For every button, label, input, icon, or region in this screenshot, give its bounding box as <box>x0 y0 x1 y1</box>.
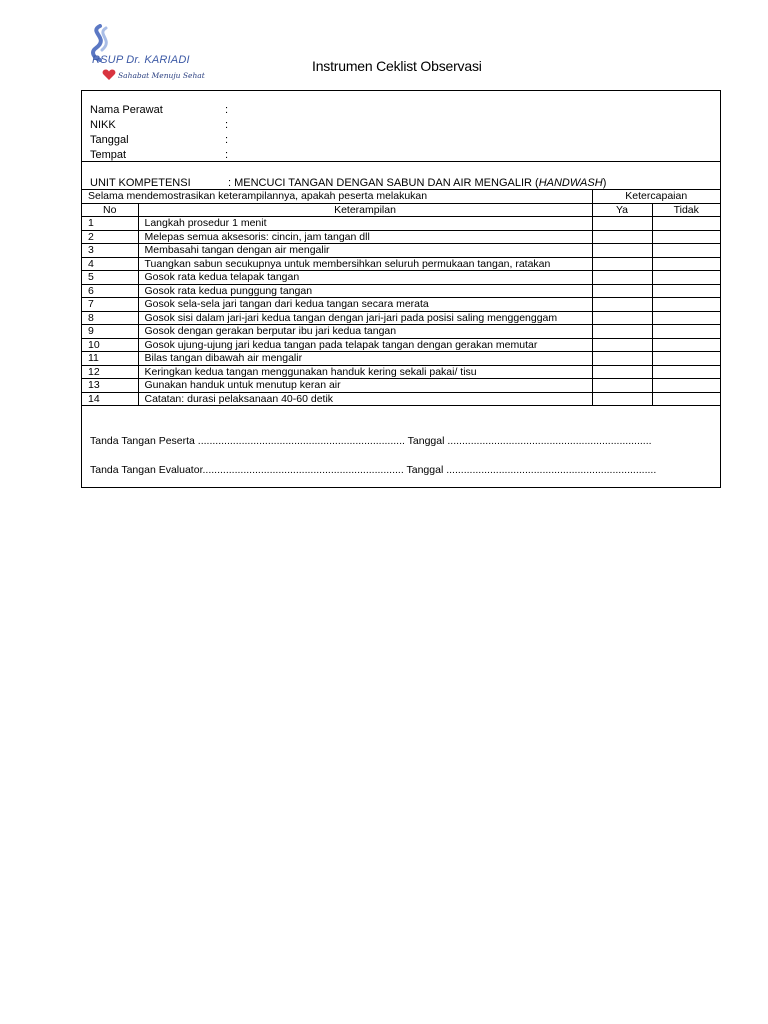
table-row <box>82 230 720 244</box>
yes-checkbox-cell[interactable] <box>592 257 652 271</box>
row-number: 11 <box>82 352 138 366</box>
yes-checkbox-cell[interactable] <box>592 311 652 325</box>
unit-value: : MENCUCI TANGAN DENGAN SABUN DAN AIR MENGALIR (HANDWASH) <box>228 177 607 189</box>
evaluator-signature-line[interactable]: Tanda Tangan Evaluator..................................................................... Tanggal ........................................................................ <box>90 464 657 476</box>
yes-checkbox-cell[interactable] <box>592 284 652 298</box>
table-row <box>82 311 720 325</box>
identity-label: Nama Perawat <box>90 104 163 116</box>
row-number: 8 <box>82 311 138 325</box>
section-divider <box>82 161 720 162</box>
row-number: 4 <box>82 257 138 271</box>
identity-value[interactable]: : <box>225 119 229 131</box>
identity-label: Tanggal <box>90 134 129 146</box>
row-number: 12 <box>82 365 138 379</box>
identity-value[interactable]: : <box>225 104 229 116</box>
table-header-row <box>82 203 720 217</box>
identity-section <box>90 103 228 163</box>
yes-checkbox-cell[interactable] <box>592 365 652 379</box>
yes-checkbox-cell[interactable] <box>592 392 652 406</box>
identity-row-nikk <box>90 118 228 133</box>
table-row <box>82 244 720 258</box>
identity-value[interactable]: : <box>225 134 229 146</box>
row-number: 5 <box>82 271 138 285</box>
table-row <box>82 392 720 406</box>
row-skill: Gosok dengan gerakan berputar ibu jari kedua tangan <box>138 325 592 339</box>
participant-signature-line[interactable]: Tanda Tangan Peserta ....................................................................... Tanggal ...................................................................... <box>90 435 652 447</box>
column-header-skill: Keterampilan <box>138 203 592 217</box>
row-skill: Langkah prosedur 1 menit <box>138 217 592 231</box>
hospital-logo <box>82 24 222 88</box>
row-skill: Catatan: durasi pelaksanaan 40-60 detik <box>138 392 592 406</box>
table-row <box>82 338 720 352</box>
row-skill: Keringkan kedua tangan menggunakan handuk kering sekali pakai/ tisu <box>138 365 592 379</box>
achievement-header: Ketercapaian <box>592 190 720 204</box>
no-checkbox-cell[interactable] <box>652 230 720 244</box>
identity-label: Tempat <box>90 149 127 161</box>
page-title: Instrumen Ceklist Observasi <box>312 58 482 74</box>
row-skill: Gosok rata kedua punggung tangan <box>138 284 592 298</box>
no-checkbox-cell[interactable] <box>652 244 720 258</box>
yes-checkbox-cell[interactable] <box>592 338 652 352</box>
row-skill: Bilas tangan dibawah air mengalir <box>138 352 592 366</box>
yes-checkbox-cell[interactable] <box>592 271 652 285</box>
yes-checkbox-cell[interactable] <box>592 325 652 339</box>
row-number: 10 <box>82 338 138 352</box>
row-number: 2 <box>82 230 138 244</box>
no-checkbox-cell[interactable] <box>652 365 720 379</box>
unit-label: UNIT KOMPETENSI <box>90 177 191 189</box>
table-intro-row <box>82 190 720 204</box>
table-row <box>82 365 720 379</box>
column-header-no-answer: Tidak <box>652 203 720 217</box>
competency-unit <box>90 177 607 189</box>
skill-rows <box>82 217 720 406</box>
logo-text: RSUP Dr. KARIADI <box>92 54 190 66</box>
logo-tagline: Sahabat Menuju Sehat <box>118 71 205 80</box>
no-checkbox-cell[interactable] <box>652 338 720 352</box>
table-row <box>82 352 720 366</box>
no-checkbox-cell[interactable] <box>652 311 720 325</box>
row-number: 14 <box>82 392 138 406</box>
row-skill: Gosok sela-sela jari tangan dari kedua tangan secara merata <box>138 298 592 312</box>
yes-checkbox-cell[interactable] <box>592 352 652 366</box>
no-checkbox-cell[interactable] <box>652 284 720 298</box>
row-number: 1 <box>82 217 138 231</box>
observation-form <box>81 90 721 488</box>
yes-checkbox-cell[interactable] <box>592 298 652 312</box>
table-row <box>82 271 720 285</box>
table-intro-text: Selama mendemostrasikan keterampilannya, apakah peserta melakukan <box>82 190 592 204</box>
row-skill: Gosok ujung-ujung jari kedua tangan pada telapak tangan dengan gerakan memutar <box>138 338 592 352</box>
identity-value[interactable]: : <box>225 149 229 161</box>
table-row <box>82 217 720 231</box>
no-checkbox-cell[interactable] <box>652 392 720 406</box>
row-number: 13 <box>82 379 138 393</box>
column-header-yes: Ya <box>592 203 652 217</box>
no-checkbox-cell[interactable] <box>652 257 720 271</box>
identity-row-name <box>90 103 228 118</box>
row-skill: Melepas semua aksesoris: cincin, jam tangan dll <box>138 230 592 244</box>
row-skill: Gosok sisi dalam jari-jari kedua tangan dengan jari-jari pada posisi saling menggenggam <box>138 311 592 325</box>
row-skill: Gunakan handuk untuk menutup keran air <box>138 379 592 393</box>
no-checkbox-cell[interactable] <box>652 298 720 312</box>
no-checkbox-cell[interactable] <box>652 325 720 339</box>
table-row <box>82 257 720 271</box>
row-number: 9 <box>82 325 138 339</box>
signature-section <box>90 435 656 493</box>
no-checkbox-cell[interactable] <box>652 271 720 285</box>
yes-checkbox-cell[interactable] <box>592 244 652 258</box>
row-number: 3 <box>82 244 138 258</box>
skills-checklist-table <box>82 189 720 406</box>
row-skill: Tuangkan sabun secukupnya untuk membersihkan seluruh permukaan tangan, ratakan <box>138 257 592 271</box>
identity-row-date <box>90 133 228 148</box>
row-skill: Gosok rata kedua telapak tangan <box>138 271 592 285</box>
identity-label: NIKK <box>90 119 116 131</box>
table-row <box>82 325 720 339</box>
no-checkbox-cell[interactable] <box>652 217 720 231</box>
yes-checkbox-cell[interactable] <box>592 230 652 244</box>
heart-icon <box>102 69 116 81</box>
table-row <box>82 284 720 298</box>
yes-checkbox-cell[interactable] <box>592 217 652 231</box>
row-number: 6 <box>82 284 138 298</box>
table-row <box>82 298 720 312</box>
yes-checkbox-cell[interactable] <box>592 379 652 393</box>
table-row <box>82 379 720 393</box>
column-header-no: No <box>82 203 138 217</box>
row-skill: Membasahi tangan dengan air mengalir <box>138 244 592 258</box>
no-checkbox-cell[interactable] <box>652 352 720 366</box>
no-checkbox-cell[interactable] <box>652 379 720 393</box>
row-number: 7 <box>82 298 138 312</box>
